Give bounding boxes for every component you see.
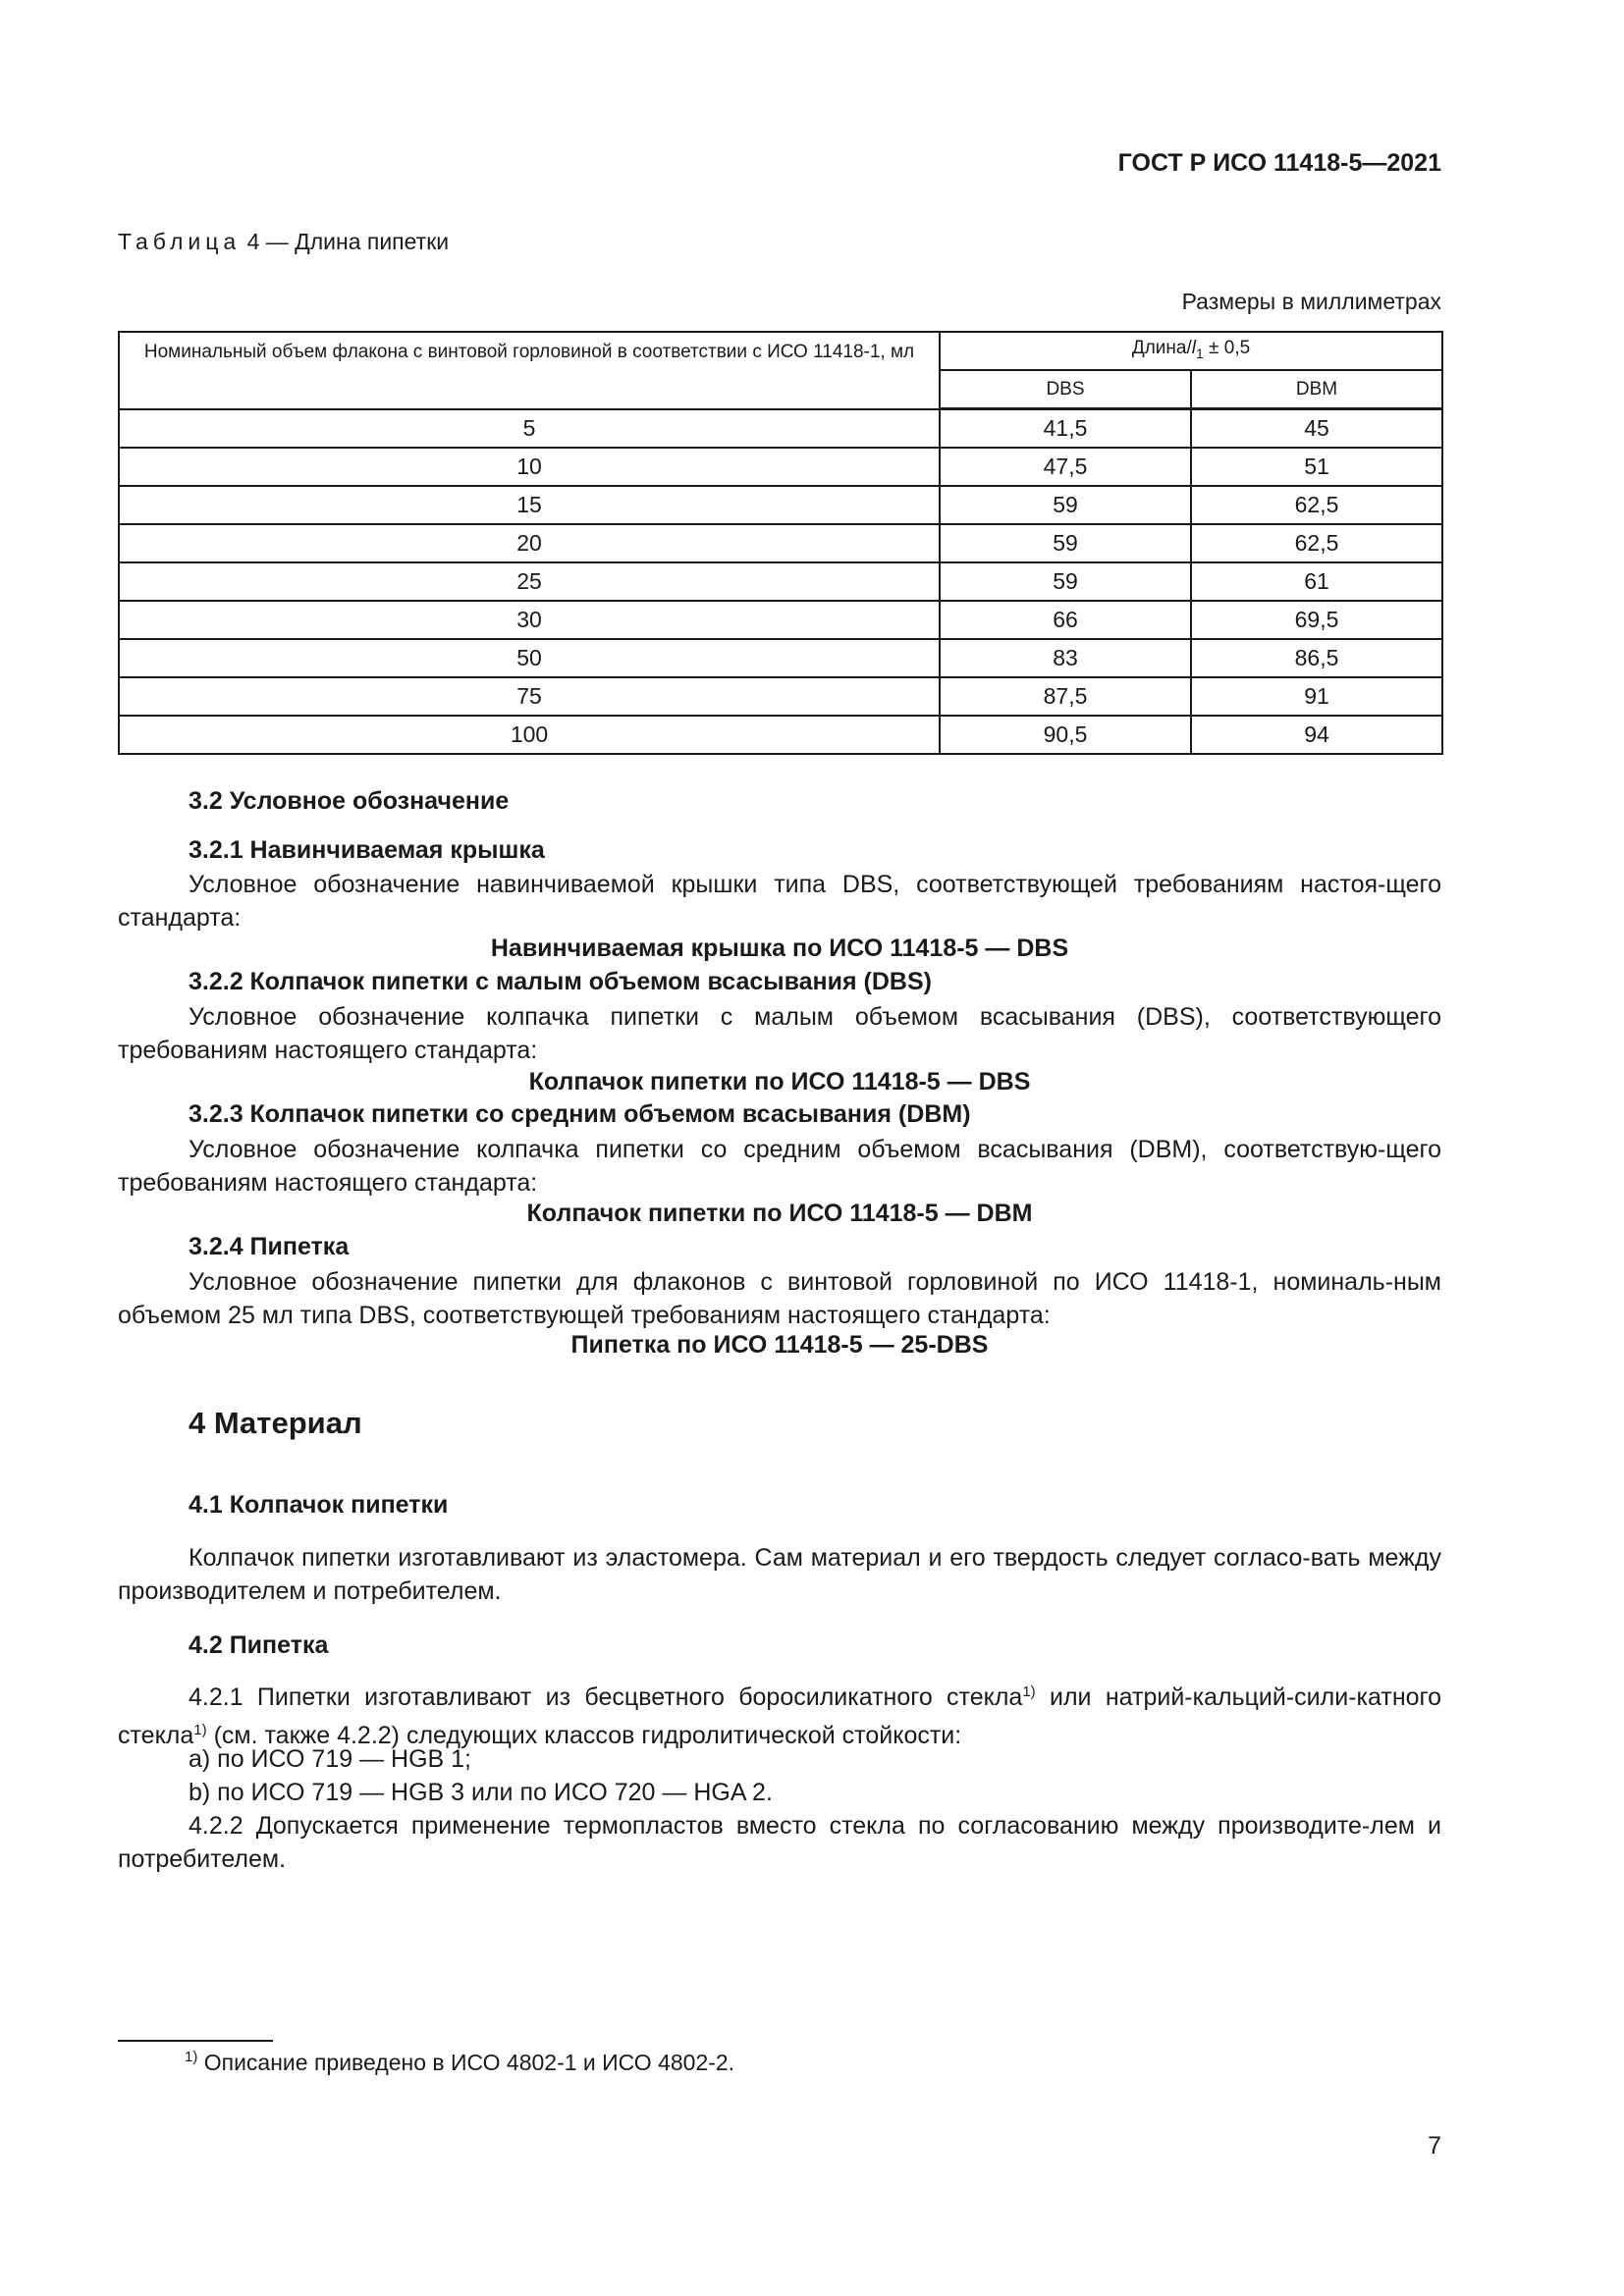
section-3-2-4-designation: Пипетка по ИСО 11418-5 — 25-DBS [570, 1331, 989, 1359]
dbs-cell: 59 [940, 562, 1191, 601]
volume-cell: 25 [119, 562, 940, 601]
section-3-2-2-text: Условное обозначение колпачка пипетки с малым объемом всасывания (DBS), соответствующего требованиям настоящего стандарта: [118, 1003, 1441, 1064]
page-number: 7 [1428, 2132, 1441, 2160]
dbs-cell: 87,5 [940, 677, 1191, 716]
table-row [119, 486, 1442, 524]
list-item-b: b) по ИСО 719 — HGB 3 или по ИСО 720 — HGA 2. [189, 1779, 773, 1806]
length-group-header: Длина/$l_1 \pm 0,5$ [940, 332, 1442, 370]
volume-cell: 15 [119, 486, 940, 524]
footnote-ref: 1) [193, 1722, 207, 1738]
dbm-cell: 94 [1191, 716, 1442, 754]
table-row [119, 448, 1442, 486]
section-3-2-1-text: Условное обозначение навинчиваемой крышки типа DBS, соответствующей требованиям настоя-щего стандарта: [118, 871, 1441, 932]
dbs-cell: 83 [940, 639, 1191, 677]
section-3-2-2-heading: 3.2.2 Колпачок пипетки с малым объемом всасывания (DBS) [189, 968, 932, 995]
section-3-2-1-designation: Навинчиваемая крышка по ИСО 11418-5 — DBS [490, 934, 1069, 962]
section-3-2-1-heading: 3.2.1 Навинчиваемая крышка [189, 836, 545, 864]
dbm-cell: 86,5 [1191, 639, 1442, 677]
footnote-text: Описание приведено в ИСО 4802-1 и ИСО 4802-2. [203, 2050, 735, 2075]
table-row [119, 677, 1442, 716]
pipette-length-table [118, 331, 1443, 755]
dbm-cell: 91 [1191, 677, 1442, 716]
table-caption [118, 229, 449, 255]
dbm-column-header: DBM [1191, 370, 1442, 409]
dbm-cell: 62,5 [1191, 524, 1442, 562]
table-row [119, 716, 1442, 754]
dbs-cell: 59 [940, 486, 1191, 524]
section-3-2-3-designation: Колпачок пипетки по ИСО 11418-5 — DBM [526, 1200, 1033, 1227]
section-4-heading: 4 Материал [189, 1406, 362, 1440]
dbm-cell: 45 [1191, 409, 1442, 449]
dbs-cell: 41,5 [940, 409, 1191, 449]
volume-cell: 20 [119, 524, 940, 562]
volume-column-header: Номинальный объем флакона с винтовой горловиной в соответствии с ИСО 11418-1, мл [119, 332, 940, 409]
table-row [119, 601, 1442, 639]
footnote-rule [118, 2040, 273, 2042]
section-4-1-heading: 4.1 Колпачок пипетки [189, 1491, 449, 1519]
dbs-cell: 66 [940, 601, 1191, 639]
footnote [185, 2049, 734, 2076]
volume-cell: 30 [119, 601, 940, 639]
section-3-2-2-designation: Колпачок пипетки по ИСО 11418-5 — DBS [528, 1068, 1031, 1095]
dbs-cell: 47,5 [940, 448, 1191, 486]
dbm-cell: 61 [1191, 562, 1442, 601]
volume-cell: 5 [119, 409, 940, 449]
section-4-2-1-text: 4.2.1 Пипетки изготавливают из бесцветного боросиликатного стекла$^{1)}$ или натрий-кальций-сили-катного стекла$^{1)}$ (см. также 4.2.2) следующих классов гидролитической стойкости: [118, 1683, 1441, 1749]
volume-cell: 75 [119, 677, 940, 716]
dbm-cell: 69,5 [1191, 601, 1442, 639]
table-row [119, 562, 1442, 601]
list-item-a: a) по ИСО 719 — HGB 1; [189, 1745, 472, 1773]
footnote-ref: 1) [1022, 1683, 1036, 1700]
section-4-2-heading: 4.2 Пипетка [189, 1631, 329, 1659]
table-row [119, 639, 1442, 677]
volume-cell: 50 [119, 639, 940, 677]
dbs-cell: 90,5 [940, 716, 1191, 754]
table-caption-title: 4 — Длина пипетки [246, 229, 450, 254]
section-3-2-heading: 3.2 Условное обозначение [189, 787, 510, 815]
dbm-cell: 51 [1191, 448, 1442, 486]
table-row [119, 524, 1442, 562]
section-3-2-4-heading: 3.2.4 Пипетка [189, 1233, 350, 1260]
section-4-1-text: Колпачок пипетки изготавливают из эластомера. Сам материал и его твердость следует согласо-вать между производителем и потребителем. [118, 1544, 1441, 1605]
section-3-2-3-heading: 3.2.3 Колпачок пипетки со средним объемом всасывания (DBM) [189, 1100, 971, 1128]
document-code: ГОСТ Р ИСО 11418-5—2021 [1117, 149, 1441, 177]
section-4-2-2-text: 4.2.2 Допускается применение термопластов вместо стекла по согласованию между производите-лем и потребителем. [118, 1812, 1441, 1873]
section-3-2-4-text: Условное обозначение пипетки для флаконов с винтовой горловиной по ИСО 11418-1, номиналь-ным объемом 25 мл типа DBS, соответствующей требованиям настоящего стандарта: [118, 1268, 1441, 1329]
volume-cell: 10 [119, 448, 940, 486]
volume-cell: 100 [119, 716, 940, 754]
section-3-2-3-text: Условное обозначение колпачка пипетки со средним объемом всасывания (DBM), соответствую-щего требованиям настоящего стандарта: [118, 1136, 1441, 1197]
table-caption-word: Таблица [118, 229, 242, 254]
dbm-cell: 62,5 [1191, 486, 1442, 524]
footnote-mark: 1) [185, 2049, 198, 2065]
table-row [119, 409, 1442, 449]
table-units: Размеры в миллиметрах [1181, 289, 1441, 314]
dbs-cell: 59 [940, 524, 1191, 562]
dbs-column-header: DBS [940, 370, 1191, 409]
